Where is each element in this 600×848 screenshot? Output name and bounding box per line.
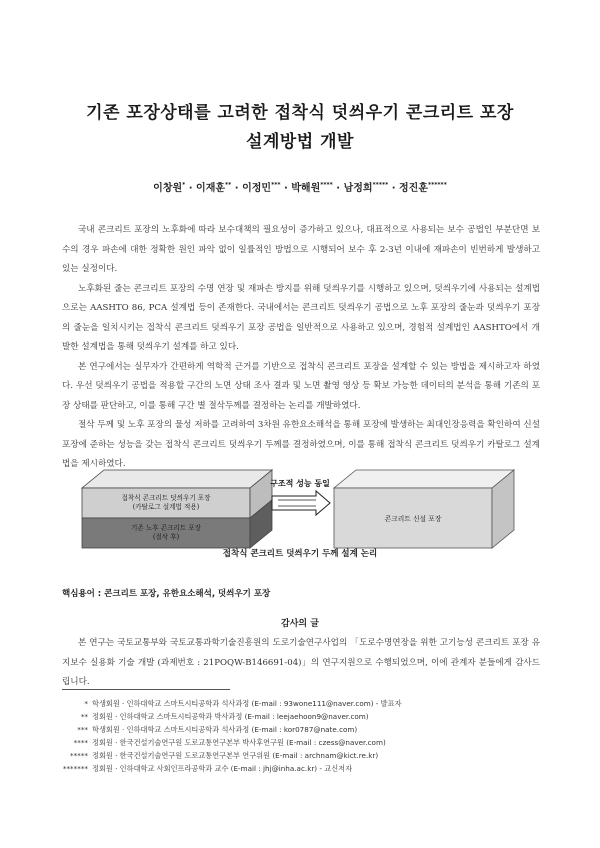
author-name: 박해원	[291, 183, 321, 194]
author-mark: ****	[320, 181, 333, 189]
footnote-row	[62, 736, 540, 749]
footnote-mark: *	[84, 699, 88, 708]
right-arrow-icon	[272, 491, 330, 515]
footnote-text: 정회원 · 한국건설기술연구원 도로교통연구본부 박사후연구원 (E-mail : czess@naver.com)	[92, 738, 386, 747]
footnote-row	[62, 749, 540, 762]
footnote-row	[62, 710, 540, 723]
author-separator: ·	[231, 183, 243, 194]
author-mark: *	[182, 181, 186, 189]
new-pavement-label: 콘크리트 신설 포장	[384, 515, 442, 523]
acknowledgement-body	[62, 634, 540, 693]
acknowledgement-heading: 감사의 글	[281, 619, 319, 629]
author-name: 이정민	[242, 183, 272, 194]
existing-label-2: (절삭 후)	[152, 533, 180, 541]
author-name: 정진훈	[399, 183, 428, 194]
footnote-text: 학생회원 · 인하대학교 스마트시티공학과 석사과정 (E-mail : kor0787@nate.com)	[92, 725, 358, 734]
author-name: 이창원	[153, 183, 183, 194]
paper-title-line-2: 설계방법 개발	[246, 132, 354, 152]
paper-title-line-1: 기존 포장상태를 고려한 접착식 덧씌우기 콘크리트 포장	[86, 103, 514, 123]
arrow-label: 구조적 성능 동일	[270, 479, 330, 488]
overlay-label-2: (카탈로그 설계법 적용)	[132, 503, 200, 511]
keywords: 핵심용어 : 콘크리트 포장, 유한요소해석, 덧씌우기 포장	[62, 589, 271, 599]
acknowledgement-text: 본 연구는 국토교통부와 국토교통과학기술진흥원의 도로기술연구사업의 「도로수명연장을 위한 고기능성 콘크리트 포장 유지보수 실용화 기술 개발 (과제번호 : 21POQW-B146691-04)」의 연구지원으로 수행되었으며, 이에 관계자 분들에게 감사드립니다.	[62, 638, 540, 687]
footnote-row	[62, 697, 540, 710]
footnote-text: 정회원 · 인하대학교 스마트시티공학과 박사과정 (E-mail : leejaehoon9@naver.com)	[92, 712, 369, 721]
abstract-paragraph-2: 노후화된 줄는 콘크리트 포장의 수명 연장 및 재파손 방지를 위해 덧씌우기를 시행하고 있으며, 덧씌우기에 사용되는 설계법으로는 AASHTO 86, PCA 설계법 등이 존재한다. 국내에서는 콘크리트 덧씌우기 공법으로 노후 포장의 줄눈과 덧씌우기 포장의 줄눈을 일치시키는 접착식 콘크리트 덧씌우기 포장 공법을 일반적으로 사용하고 있으며, 경험적 설계법인 AASHTO에서 개발한 설계법을 통해 덧씌우기 설계를 하고 있다.	[62, 283, 540, 352]
footnotes	[62, 697, 540, 775]
footnote-row	[62, 723, 540, 736]
abstract-paragraph-4: 절삭 두께 및 노후 포장의 물성 저하를 고려하여 3차원 유한요소해석을 통해 포장에 발생하는 최대인장응력을 확인하여 신설 포장에 준하는 성능을 갖는 접착식 콘크리트 덧씌우기 두께를 결정하였으며, 이를 통해 접착식 콘크리트 덧씌우기 카탈로그 설계법을 제시하였다.	[62, 420, 540, 469]
abstract-body	[62, 221, 540, 475]
left-block-top-face	[82, 470, 272, 488]
footnote-mark: ***	[77, 725, 88, 734]
abstract-paragraph-1: 국내 콘크리트 포장의 노후화에 따라 보수대책의 필요성이 증가하고 있으나, 대표적으로 사용되는 보수 공법인 부분단면 보수의 경우 파손에 대한 정확한 원인 파악 없이 일률적인 방법으로 시행되어 보수 후 2-3년 이내에 재파손이 빈번하게 발생하고 있는 실정이다.	[62, 225, 540, 274]
author-mark: ******	[428, 181, 447, 189]
author-name: 이재훈	[196, 183, 226, 194]
footnote-text: 학생회원 · 인하대학교 스마트시티공학과 석사과정 (E-mail : 93wone111@naver.com) - 발표자	[92, 699, 402, 708]
footnote-text: 정회원 · 인하대학교 사회인프라공학과 교수 (E-mail : jhj@inha.ac.kr) - 교신저자	[92, 764, 353, 773]
author-mark: ***	[271, 181, 281, 189]
footnote-mark: **	[80, 712, 88, 721]
abstract-paragraph-3: 본 연구에서는 실무자가 간편하게 역학적 근거를 기반으로 접착식 콘크리트 포장을 설계할 수 있는 방법을 제시하고자 하였다. 우선 덧씌우기 공법을 적용할 구간의 노면 상태 조사 결과 및 노면 촬영 영상 등 확보 가능한 데이터의 분석을 통해 기존의 포장 상태를 판단하고, 이를 통해 구간 별 절삭두께를 결정하는 논리를 개발하였다.	[62, 361, 540, 411]
author-mark: **	[225, 181, 232, 189]
author-separator: ·	[388, 183, 400, 194]
footnote-divider	[62, 689, 230, 690]
figure-caption: 접착식 콘크리트 덧씌우기 두께 설계 논리	[222, 549, 378, 559]
footnote-row	[62, 762, 540, 775]
footnote-mark: *******	[62, 764, 88, 773]
author-separator: ·	[280, 183, 292, 194]
author-name: 남정희	[343, 183, 373, 194]
footnote-mark: ****	[73, 738, 88, 747]
author-mark: *****	[372, 181, 389, 189]
footnote-text: 정회원 · 한국건설기술연구원 도로교통연구본부 연구위원 (E-mail : archnam@kict.re.kr)	[92, 751, 379, 760]
author-separator: ·	[332, 183, 344, 194]
author-list	[0, 179, 600, 194]
existing-label-1: 기존 노후 콘크리트 포장	[131, 524, 201, 532]
footnote-mark: *****	[70, 751, 88, 760]
author-separator: ·	[185, 183, 197, 194]
overlay-label-1: 접착식 콘크리트 덧씌우기 포장	[121, 494, 211, 502]
right-block-top-face	[334, 470, 514, 488]
